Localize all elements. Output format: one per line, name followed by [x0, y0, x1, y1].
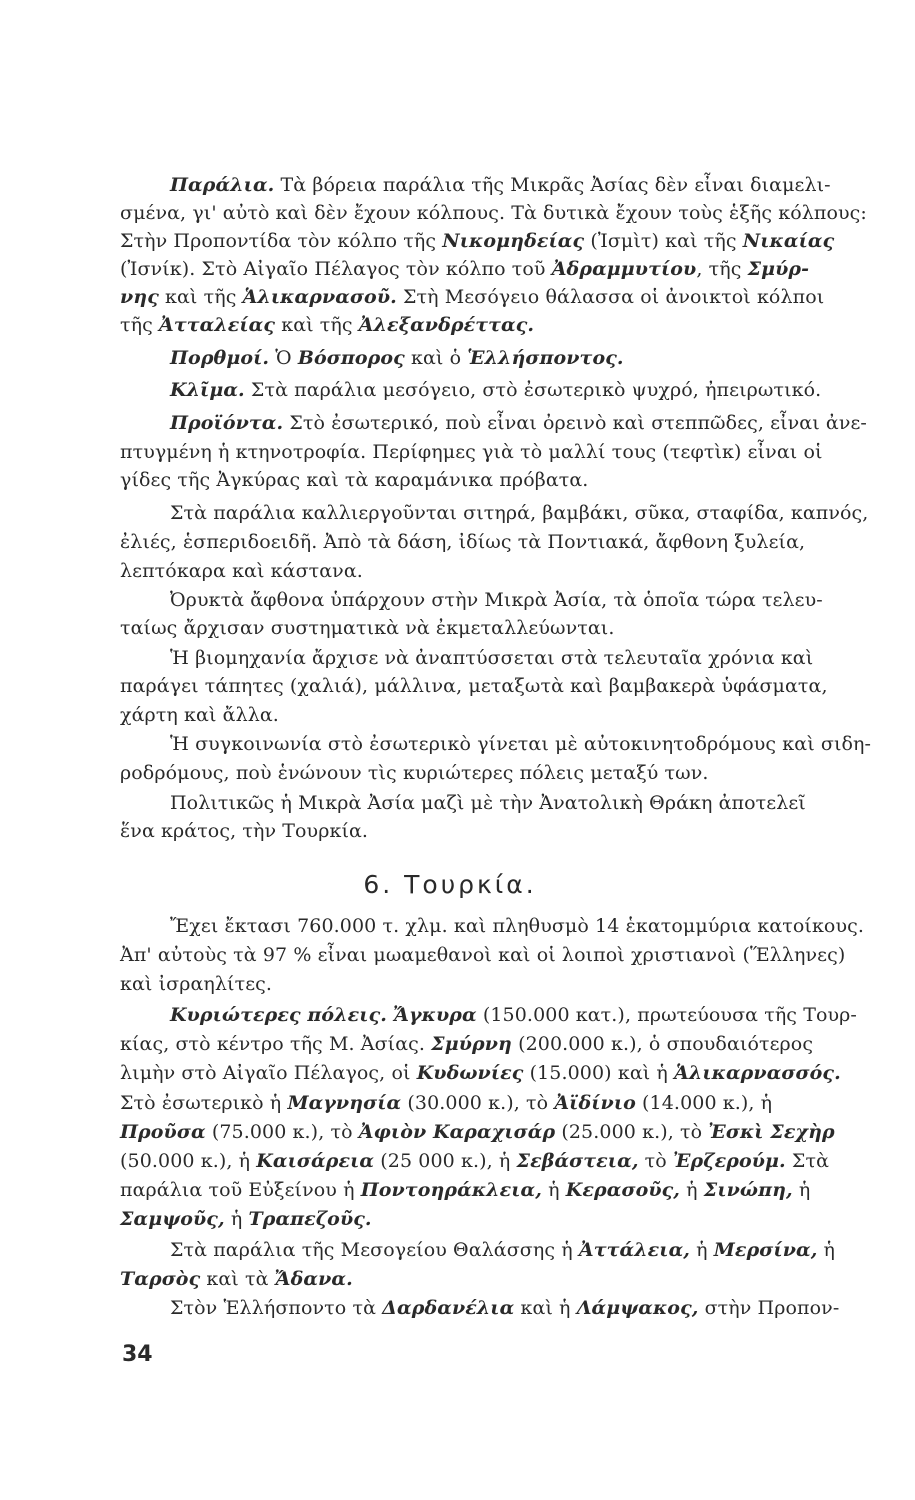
text-line: Προϊόντα. Στὸ ἐσωτερικό, ποὺ εἶναι ὀρεινὸ καὶ στεππῶδες, εἶναι ἀνε-: [170, 412, 867, 434]
section-heading: 6. Τουρκία.: [363, 870, 537, 899]
text-line: τῆς Ἀτταλείας καὶ τῆς Ἀλεξανδρέττας.: [120, 314, 535, 336]
text-line: Σαμψοῦς, ἡ Τραπεζοῦς.: [120, 1208, 372, 1230]
text-line: Παράλια. Τὰ βόρεια παράλια τῆς Μικρᾶς Ἀσίας δὲν εἶναι διαμελι-: [170, 174, 831, 196]
text-line: παράλια τοῦ Εὐξείνου ἡ Ποντοηράκλεια, ἡ Κερασοῦς, ἡ Σινώπη, ἡ: [120, 1179, 811, 1201]
text-line: Ἀπ' αὐτοὺς τὰ 97 % εἶναι μωαμεθανοὶ καὶ οἱ λοιποὶ χριστιανοὶ (Ἕλληνες): [120, 944, 846, 966]
page-number: 34: [122, 1342, 153, 1367]
text-line: Προῦσα (75.000 κ.), τὸ Ἀφιὸν Καραχισάρ (25.000 κ.), τὸ Ἐσκὶ Σεχὴρ: [120, 1121, 835, 1143]
text-line: σμένα, γι' αὐτὸ καὶ δὲν ἔχουν κόλπους. Τὰ δυτικὰ ἔχουν τοὺς ἑξῆς κόλπους:: [120, 202, 867, 224]
text-line: Πολιτικῶς ἡ Μικρὰ Ἀσία μαζὶ μὲ τὴν Ἀνατολικὴ Θράκη ἀποτελεῖ: [170, 792, 806, 814]
text-line: (Ἰσνίκ). Στὸ Αἰγαῖο Πέλαγος τὸν κόλπο τοῦ Ἀδραμμυτίου, τῆς Σμύρ-: [120, 258, 810, 280]
text-line: Κλῖμα. Στὰ παράλια μεσόγειο, στὸ ἐσωτερικὸ ψυχρό, ἠπειρωτικό.: [170, 379, 822, 401]
text-line: (50.000 κ.), ἡ Καισάρεια (25 000 κ.), ἡ Σεβάστεια, τὸ Ἐρζερούμ. Στὰ: [120, 1150, 829, 1172]
text-line: Ἡ βιομηχανία ἄρχισε νὰ ἀναπτύσσεται στὰ τελευταῖα χρόνια καὶ: [170, 647, 814, 669]
text-line: Στὸ ἐσωτερικὸ ἡ Μαγνησία (30.000 κ.), τὸ Ἀϊδίνιο (14.000 κ.), ἡ: [120, 1092, 773, 1114]
text-line: κίας, στὸ κέντρο τῆς Μ. Ἀσίας. Σμύρνη (200.000 κ.), ὁ σπουδαιότερος: [120, 1033, 814, 1055]
text-line: πτυγμένη ἡ κτηνοτροφία. Περίφημες γιὰ τὸ μαλλί τους (τεφτὶκ) εἶναι οἱ: [120, 441, 823, 463]
text-line: Ἡ συγκοινωνία στὸ ἐσωτερικὸ γίνεται μὲ αὐτοκινητοδρόμους καὶ σιδη-: [170, 733, 872, 755]
text-line: λεπτόκαρα καὶ κάστανα.: [120, 560, 363, 582]
text-line: Ταρσὸς καὶ τὰ Ἄδανα.: [120, 1268, 353, 1290]
text-line: Κυριώτερες πόλεις. Ἄγκυρα (150.000 κατ.), πρωτεύουσα τῆς Τουρ-: [170, 1004, 857, 1026]
text-line: ταίως ἄρχισαν συστηματικὰ νὰ ἐκμεταλλεύωνται.: [120, 617, 615, 639]
text-line: Ἔχει ἔκτασι 760.000 τ. χλμ. καὶ πληθυσμὸ 14 ἑκατομμύρια κατοίκους.: [170, 915, 865, 937]
text-line: Στὸν Ἑλλήσποντο τὰ Δαρδανέλια καὶ ἡ Λάμψακος, στὴν Προπον-: [170, 1297, 840, 1319]
text-line: γίδες τῆς Ἀγκύρας καὶ τὰ καραμάνικα πρόβατα.: [120, 469, 589, 491]
text-line: Στὴν Προποντίδα τὸν κόλπο τῆς Νικομηδείας (Ἰσμὶτ) καὶ τῆς Νικαίας: [120, 230, 835, 252]
text-line: ἕνα κράτος, τὴν Τουρκία.: [120, 820, 369, 842]
text-line: χάρτη καὶ ἄλλα.: [120, 704, 279, 726]
text-line: ροδρόμους, ποὺ ἑνώνουν τὶς κυριώτερες πόλεις μεταξύ των.: [120, 762, 709, 784]
text-line: λιμὴν στὸ Αἰγαῖο Πέλαγος, οἱ Κυδωνίες (15.000) καὶ ἡ Ἁλικαρνασσός.: [120, 1062, 841, 1084]
text-line: Στὰ παράλια καλλιεργοῦνται σιτηρά, βαμβάκι, σῦκα, σταφίδα, καπνός,: [170, 502, 869, 524]
text-line: Στὰ παράλια τῆς Μεσογείου Θαλάσσης ἡ Ἀττάλεια, ἡ Μερσίνα, ἡ: [170, 1239, 836, 1261]
text-line: παράγει τάπητες (χαλιά), μάλλινα, μεταξωτὰ καὶ βαμβακερὰ ὑφάσματα,: [120, 675, 828, 697]
text-line: καὶ ἰσραηλίτες.: [120, 973, 273, 995]
text-line: νης καὶ τῆς Ἁλικαρνασοῦ. Στὴ Μεσόγειο θάλασσα οἱ ἀνοικτοὶ κόλποι: [120, 286, 825, 308]
text-line: ἐλιές, ἑσπεριδοειδῆ. Ἀπὸ τὰ δάση, ἰδίως τὰ Ποντιακά, ἄφθονη ξυλεία,: [120, 531, 806, 553]
text-line: Πορθμοί. Ὁ Βόσπορος καὶ ὁ Ἑλλήσποντος.: [170, 347, 624, 369]
text-line: Ὀρυκτὰ ἄφθονα ὑπάρχουν στὴν Μικρὰ Ἀσία, τὰ ὁποῖα τώρα τελευ-: [170, 589, 823, 611]
